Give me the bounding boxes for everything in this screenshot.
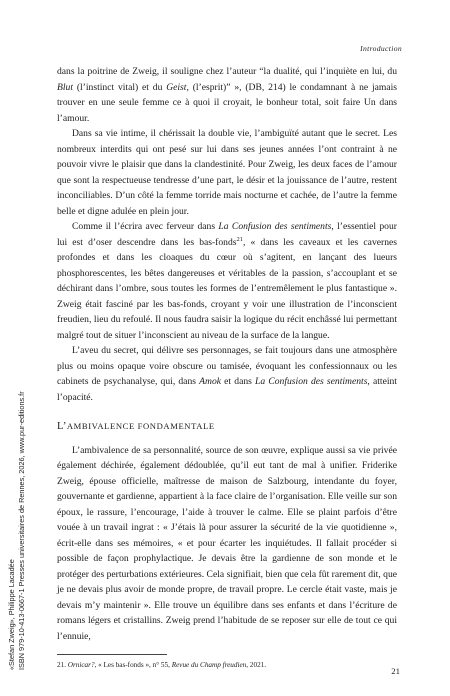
page-number: 21 [391, 666, 400, 676]
side-credit-line-1: «Stefan Zweig», Philippe Lacadée [7, 559, 16, 670]
text-run: , « dans les caveaux et les cavernes profondes et dans les cloaques du cœur où s’agitent, en lançant des lueurs phosphorescentes, les bêtes dangereuses et véritables de la passion, s’accouplant et se déchirant dans l’ombre, sous toutes les formes de l’entremêlement le plus fantastique ». Zweig était fasciné par les bas-fonds, croyant y voir une illustration de l’inconscient freudien, lieu du refoulé. Il nous faudra saisir la logique du récit enchâssé lui permettant malgré tout de situer l’inconscient au niveau de la surface de la langue. [57, 236, 397, 341]
text-run: , atteint l’opacité. [57, 376, 397, 403]
italic-text: Blut [57, 81, 73, 93]
italic-text: Amok [199, 376, 221, 387]
side-credit-line-2: ISBN 979-10-413-0667-1 Presses universitaires de Rennes, 2026, www.pur-editions.fr [16, 391, 26, 670]
text-run: (l’instinct vital) et du [73, 81, 167, 93]
footnote-rule [57, 654, 167, 655]
text-run: dans la poitrine de Zweig, il souligne chez l’auteur “la dualité, qui l’inquiète en lui, du [57, 66, 397, 77]
section-title-rest: AMBIVALENCE FONDAMENTALE [66, 421, 215, 431]
italic-text: Ornicar? [67, 661, 95, 669]
text-run: Comme il l’écrira avec ferveur dans [72, 221, 219, 232]
footnote-ref: 21 [236, 235, 243, 243]
section-title [57, 419, 397, 435]
italic-text: La Confusion des sentiments [218, 221, 332, 232]
paragraph [57, 64, 397, 126]
section-paragraphs [57, 443, 397, 645]
paragraph [57, 219, 397, 343]
text-run: 21. [57, 661, 68, 669]
text-run: L’ambivalence de sa personnalité, source de son œuvre, explique aussi sa vie privée également déchirée, également dédoublée, qu’il eut tant de mal à unifier. Friderike Zweig, épouse officielle, maîtresse de maison de Salzbourg, intendante du foyer, gouvernante et gardienne, appartient à la face claire de l’organisation. Elle veille sur son époux, le rassure, l’encourage, l’aide à trouver le calme. Elle se plaint parfois d’être vouée à un travail ingrat : « J’étais là pour assurer la sécurité de la vie quotidienne », écrit-elle dans ses mémoires, « et pour écarter les inquiétudes. Il fallait procéder si possible de façon prophylactique. Je devais être la gardienne de son monde et le protéger des perturbations extérieures. Cela signifiait, bien que cela fût rarement dit, que je ne devais plus avoir de monde propre, de travail propre. Le cercle était vaste, mais je devais m’y maintenir ». Elle trouve un équilibre dans ses enfants et dans l’écriture de romans légers et cristallins. Zweig prend l’habitude de se reposer sur elle de tout ce qui l’ennuie, [57, 444, 397, 642]
footnote [57, 660, 397, 670]
text-run: et dans [221, 376, 256, 387]
text-run: L’aveu du secret, qui délivre ses personnages, se fait toujours dans une atmosphère plus ou moins opaque voire obscure ou tamisée, évoquant les confessionnaux ou les cabinets de psychanalyse, qui, dans [57, 345, 397, 387]
text-run: , (l’esprit)” », (DB, 214) le condamnant à ne jamais trouver en une seule femme ce à quoi il croyait, le bonheur total, soit faire Un dans l’amour. [57, 81, 397, 124]
side-credit [7, 391, 26, 670]
text-run: , 2021. [246, 661, 267, 669]
italic-text: Revue du Champ freudien [171, 661, 247, 669]
text-run: , « Les bas-fonds », n° 55, [94, 661, 172, 669]
paragraph [57, 126, 397, 219]
running-head: Introduction [360, 44, 402, 53]
italic-text: La Confusion des sentiments [255, 376, 368, 387]
section-title-initial: L’ [57, 421, 67, 432]
body-text [57, 64, 397, 644]
paragraph [57, 343, 397, 405]
intro-paragraphs [57, 64, 397, 405]
paragraph [57, 443, 397, 645]
italic-text: Geist [166, 81, 187, 93]
text-run: , l’essentiel pour lui est d’oser descendre dans les bas-fonds [57, 221, 397, 248]
text-run: Dans sa vie intime, il chérissait la double vie, l’ambiguïté autant que le secret. Les nombreux interdits qui ont pesé sur lui dans ses jeunes années l’ont contraint à ne pouvoir vivre le plaisir que dans la clandestinité. Pour Zweig, les deux faces de l’amour que sont la respectueuse tendresse d’une part, le désir et la jouissance de l’autre, restent inconciliables. D’un côté la femme torride mais nocturne et cachée, de l’autre la femme belle et digne adulée en plein jour. [57, 128, 397, 217]
